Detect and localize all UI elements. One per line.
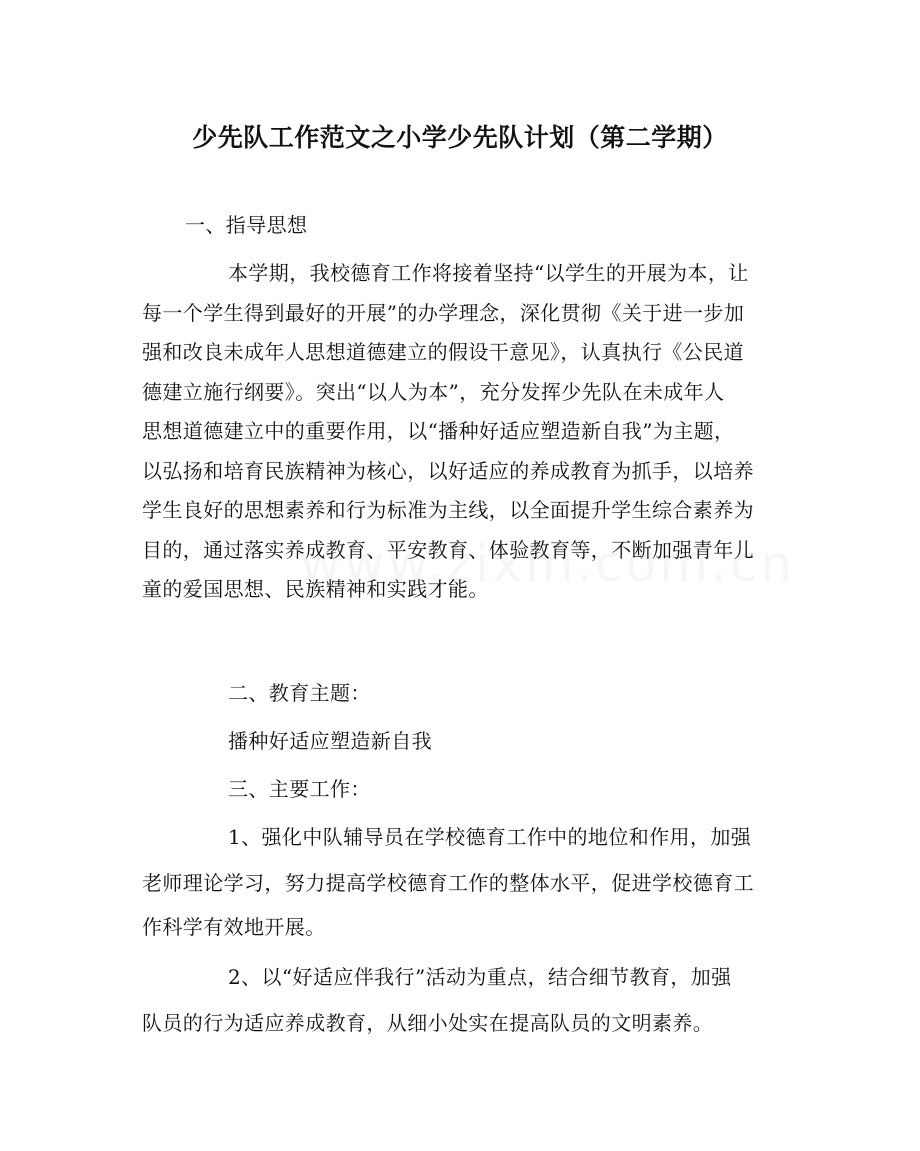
document-title: 少先队工作范文之小学少先队计划（第二学期） (192, 123, 728, 152)
work-item-2-line-1: 2、以“好适应伴我行”活动为重点，结合细节教育，加强 (228, 965, 732, 989)
guiding-line-8: 目的，通过落实养成教育、平安教育、体验教育等，不断加强青年儿 (142, 538, 754, 562)
guiding-line-7: 学生良好的思想素养和行为标准为主线，以全面提升学生综合素养为 (142, 498, 754, 522)
section-heading-work: 三、主要工作： (228, 777, 371, 801)
guiding-line-1: 本学期，我校德育工作将接着坚持“以学生的开展为本，让 (228, 261, 749, 285)
work-item-2-line-2: 队员的行为适应养成教育，从细小处实在提高队员的文明素养。 (142, 1011, 714, 1035)
work-item-1-line-3: 作科学有效地开展。 (142, 915, 326, 939)
guiding-line-5: 思想道德建立中的重要作用，以“播种好适应塑造新自我”为主题， (142, 419, 735, 443)
work-item-1-line-2: 老师理论学习，努力提高学校德育工作的整体水平，促进学校德育工 (142, 871, 754, 895)
guiding-line-9: 童的爱国思想、民族精神和实践才能。 (142, 577, 489, 601)
theme-text: 播种好适应塑造新自我 (228, 729, 432, 753)
work-item-1-line-1: 1、强化中队辅导员在学校德育工作中的地位和作用，加强 (228, 825, 752, 849)
section-heading-theme: 二、教育主题： (228, 681, 371, 705)
guiding-line-4: 德建立施行纲要》。突出“以人为本”，充分发挥少先队在未成年人 (142, 380, 725, 404)
guiding-line-6: 以弘扬和培育民族精神为核心，以好适应的养成教育为抓手，以培养 (142, 459, 754, 483)
guiding-line-3: 强和改良未成年人思想道德建立的假设干意见》，认真执行《公民道 (142, 340, 744, 364)
guiding-line-2: 每一个学生得到最好的开展”的办学理念，深化贯彻《关于进一步加 (142, 301, 745, 325)
section-heading-guiding: 一、指导思想 (185, 213, 308, 237)
